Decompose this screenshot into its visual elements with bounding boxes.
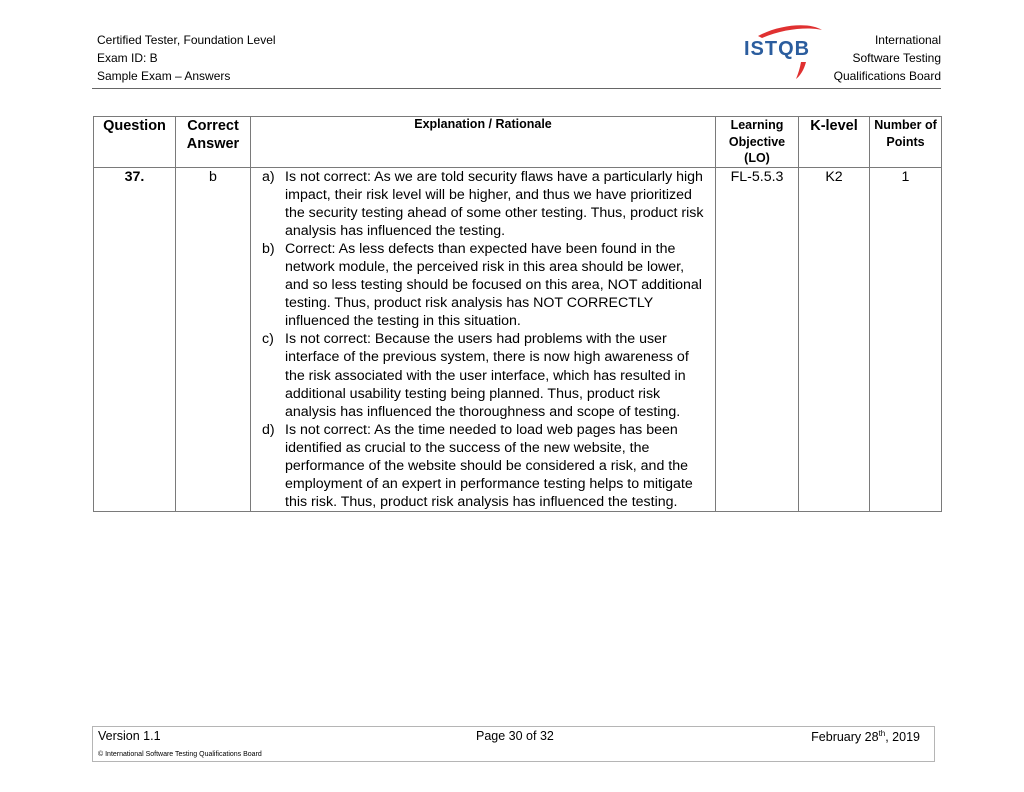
footer-date-year: , 2019 [885,730,920,745]
explanation-text: Correct: As less defects than expected have been found in the network module, the perceived risk in this area should be lower, and so less testing should be focused on this area, NOT additional testing. Thus, product risk analysis has NOT CORRECTLY influenced the testing in this situation. [285,240,702,330]
footer-date-sup: th [878,729,886,738]
table-row [94,167,942,512]
explanation-text: Is not correct: As the time needed to load web pages has been identified as crucial to the success of the new website, the performance of the website should be considered a risk, and the employment of an expert in performance testing helps to mitigate this risk. Thus, product risk analysis has influenced the testing. [285,421,693,511]
explanation-list [255,168,711,512]
header-exam-id: Exam ID: B [97,51,158,65]
table-header-row [94,117,942,168]
col-learning-objective: Learning Objective (LO) [716,117,799,168]
footer [92,726,935,762]
istqb-logo [740,24,832,80]
header-left [97,31,276,85]
col-points: Number of Points [870,117,942,168]
explanation-text: Is not correct: Because the users had problems with the user interface of the previous system, there is now high awareness of the risk associated with the user interface, which has resulted in additional usability testing being planned. Thus, product risk analysis has influenced the thoroughness and scope of testing. [285,331,689,420]
explanation-text: Is not correct: As we are told security flaws have a particularly high impact, their risk level will be higher, and thus we have prioritized the security testing ahead of some other testing. Thus, product risk analysis has influenced the testing. [285,168,704,239]
footer-version: Version 1.1 [98,729,161,743]
explanation-letter: a) [262,168,275,185]
footer-date-main: February 28 [811,730,879,745]
correct-answer: b [176,167,251,512]
footer-page: Page 30 of 32 [476,729,554,743]
footer-date [811,729,920,744]
points: 1 [870,167,942,512]
answers-table [93,116,942,512]
footer-copyright: © International Software Testing Qualifications Board [98,751,262,758]
header-org-line-2: Software Testing [852,51,941,65]
explanation-cell [251,167,716,512]
explanation-item [255,330,711,420]
question-number: 37. [94,167,176,512]
explanation-item [255,421,711,511]
logo-text: ISTQB [744,38,811,60]
header-divider [92,88,941,89]
col-question: Question [94,117,176,168]
header-right [834,31,941,85]
col-explanation: Explanation / Rationale [251,117,716,168]
header-org-line-3: Qualifications Board [833,69,941,83]
explanation-letter: c) [262,331,274,348]
explanation-item [255,168,711,240]
explanation-item [255,240,711,330]
header-org-line-1: International [874,33,941,47]
col-correct-answer: Correct Answer [176,117,251,168]
learning-objective: FL-5.5.3 [716,167,799,512]
header-doc-type: Sample Exam – Answers [97,69,231,83]
col-k-level: K-level [799,117,870,168]
header-certification: Certified Tester, Foundation Level [97,33,276,47]
k-level: K2 [799,167,870,512]
explanation-letter: d) [262,421,275,438]
explanation-letter: b) [262,240,275,257]
